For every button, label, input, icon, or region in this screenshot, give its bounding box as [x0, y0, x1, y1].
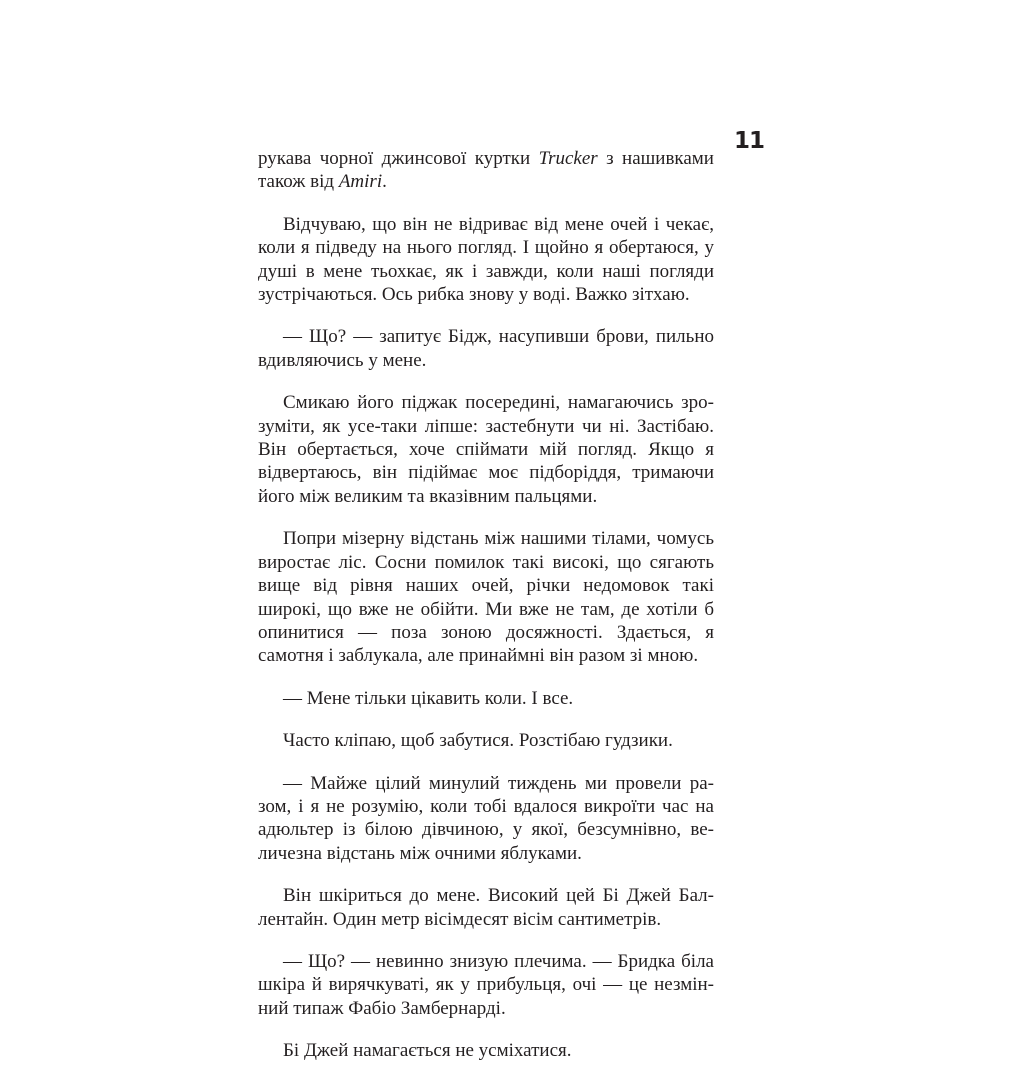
text-run: Смикаю його піджак посередині, намагаючись зрозуміти, як усе-таки ліпше: застебнути чи ні. Застібаю. Він обертається, хоче спіймати мій погляд. Якщо я відвертаюсь, він підіймає моє підборіддя, тримаючи його між великим та вказівним пальцями. — [258, 392, 714, 507]
text-run: — Мене тільки цікавить коли. І все. — [283, 687, 574, 709]
italic-text-run: Amiri — [338, 171, 383, 193]
paragraph — [258, 147, 714, 194]
paragraph — [258, 325, 714, 372]
paragraph — [258, 391, 714, 508]
text-run: . — [382, 171, 387, 193]
text-run: рукава чорної джинсової куртки — [258, 148, 539, 169]
paragraph — [258, 213, 714, 307]
text-run: Часто кліпаю, щоб забутися. Розстібаю гудзики. — [283, 730, 673, 752]
paragraph — [258, 527, 714, 667]
paragraph — [258, 687, 714, 710]
text-run: — Що? — запитує Бідж, насупивши брови, пильно вдивляючись у мене. — [258, 326, 714, 371]
body-text — [258, 128, 714, 1082]
text-run: Бі Джей намагається не усміхатися. — [283, 1040, 572, 1062]
paragraph — [258, 729, 714, 752]
text-run: Попри мізерну відстань між нашими тілами, чомусь виростає ліс. Сосни помилок такі високі, що сягають вище від рівня наших очей, річки недомовок такі широкі, що вже не обійти. Ми вже не там, де хотіли б опинитися — поза зоною досяжності. Здається, я самотня і заблукала, але принаймні він разом зі мною. — [258, 528, 714, 667]
paragraph — [258, 772, 714, 866]
text-run: — Що? — невинно знизую плечима. — Бридка біла шкіра й вирячкуваті, як у прибульця, очі — це незмінний типаж Фабіо Замбернарді. — [258, 950, 714, 1019]
text-run: Він шкіриться до мене. Високий цей Бі Джей Баллентайн. Один метр вісімдесят вісім сантиметрів. — [258, 885, 714, 930]
page-number: 11 — [734, 128, 765, 154]
text-run: — Майже цілий минулий тиждень ми провели разом, і я не розумію, коли тобі вдалося викроїти час на адюльтер із білою дівчиною, у якої, безсумнівно, величезна відстань між очними яблуками. — [258, 772, 714, 864]
italic-text-run: Trucker — [538, 148, 598, 169]
paragraph — [258, 884, 714, 931]
paragraph — [258, 950, 714, 1020]
text-run: з нашивками також від — [258, 148, 714, 193]
text-run: Відчуваю, що він не відриває від мене очей і чекає, коли я підведу на нього погляд. І щойно я обертаюся, у душі в мене тьохкає, як і завжди, коли наші погляди зустрічаються. Ось рибка знову у воді. Важко зітхаю. — [258, 213, 714, 306]
paragraph — [258, 1039, 714, 1062]
